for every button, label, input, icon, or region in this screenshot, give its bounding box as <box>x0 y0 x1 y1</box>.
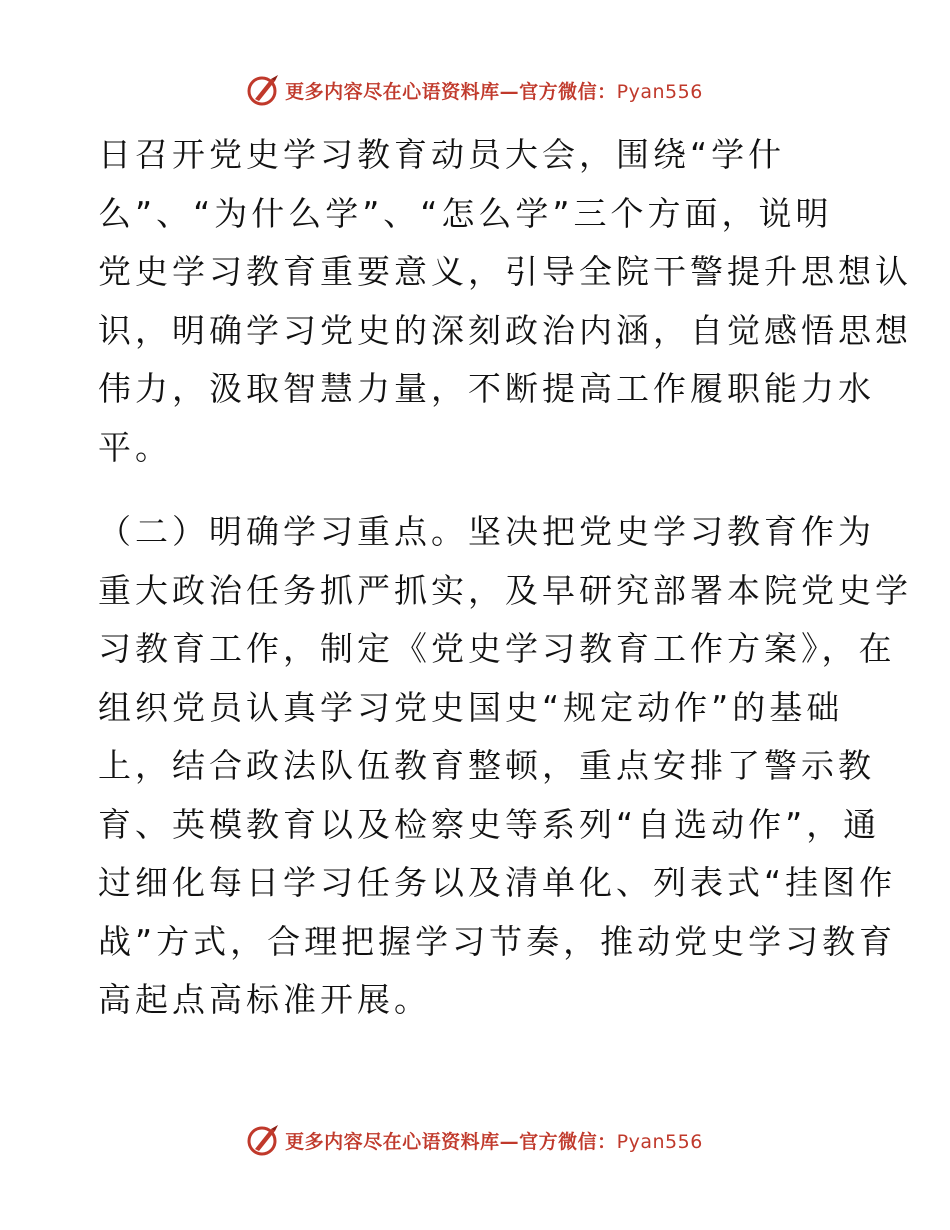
text-line: 习教育工作，制定《党史学习教育工作方案》，在 <box>98 629 896 668</box>
footer-banner <box>0 1120 950 1160</box>
text-line: 重大政治任务抓严抓实，及早研究部署本院党史学 <box>98 570 912 610</box>
paragraph-1 <box>98 126 912 477</box>
document-body <box>98 126 912 1030</box>
text-line: 平。 <box>98 427 172 467</box>
paragraph-gap <box>98 477 854 503</box>
text-line: （二）明确学习重点。坚决把党史学习教育作为 <box>98 512 875 551</box>
text-line: 伟力，汲取智慧力量，不断提高工作履职能力水 <box>98 369 875 408</box>
text-line: 高起点高标准开展。 <box>98 980 431 1019</box>
footer-contact: Pyan556 <box>616 1130 703 1153</box>
text-line: 战”方式，合理把握学习节奏，推动党史学习教育 <box>98 921 897 961</box>
footer-tagline-text: 更多内容尽在心语资料库—官方微信： <box>285 1130 617 1153</box>
quill-pen-logo-icon <box>247 73 281 107</box>
text-line: 过细化每日学习任务以及清单化、列表式“挂图作 <box>98 863 897 902</box>
text-line: 么”、“为什么学”、“怎么学”三个方面，说明 <box>98 193 833 233</box>
header-tagline-text: 更多内容尽在心语资料库—官方微信： <box>285 80 617 103</box>
footer-tagline <box>285 1127 703 1154</box>
text-line: 上，结合政法队伍教育整顿，重点安排了警示教 <box>98 746 875 785</box>
text-line: 党史学习教育重要意义，引导全院干警提升思想认 <box>98 252 912 291</box>
text-line: 日召开党史学习教育动员大会，围绕“学什 <box>98 135 786 174</box>
text-line: 识，明确学习党史的深刻政治内涵，自觉感悟思想 <box>98 310 912 350</box>
header-tagline <box>285 77 703 104</box>
paragraph-2 <box>98 503 912 1030</box>
text-line: 组织党员认真学习党史国史“规定动作”的基础 <box>98 687 844 727</box>
header-contact: Pyan556 <box>616 80 703 103</box>
text-line: 育、英模教育以及检察史等系列“自选动作”，通 <box>98 804 881 844</box>
header-banner <box>0 70 950 110</box>
quill-pen-logo-icon <box>247 1123 281 1157</box>
